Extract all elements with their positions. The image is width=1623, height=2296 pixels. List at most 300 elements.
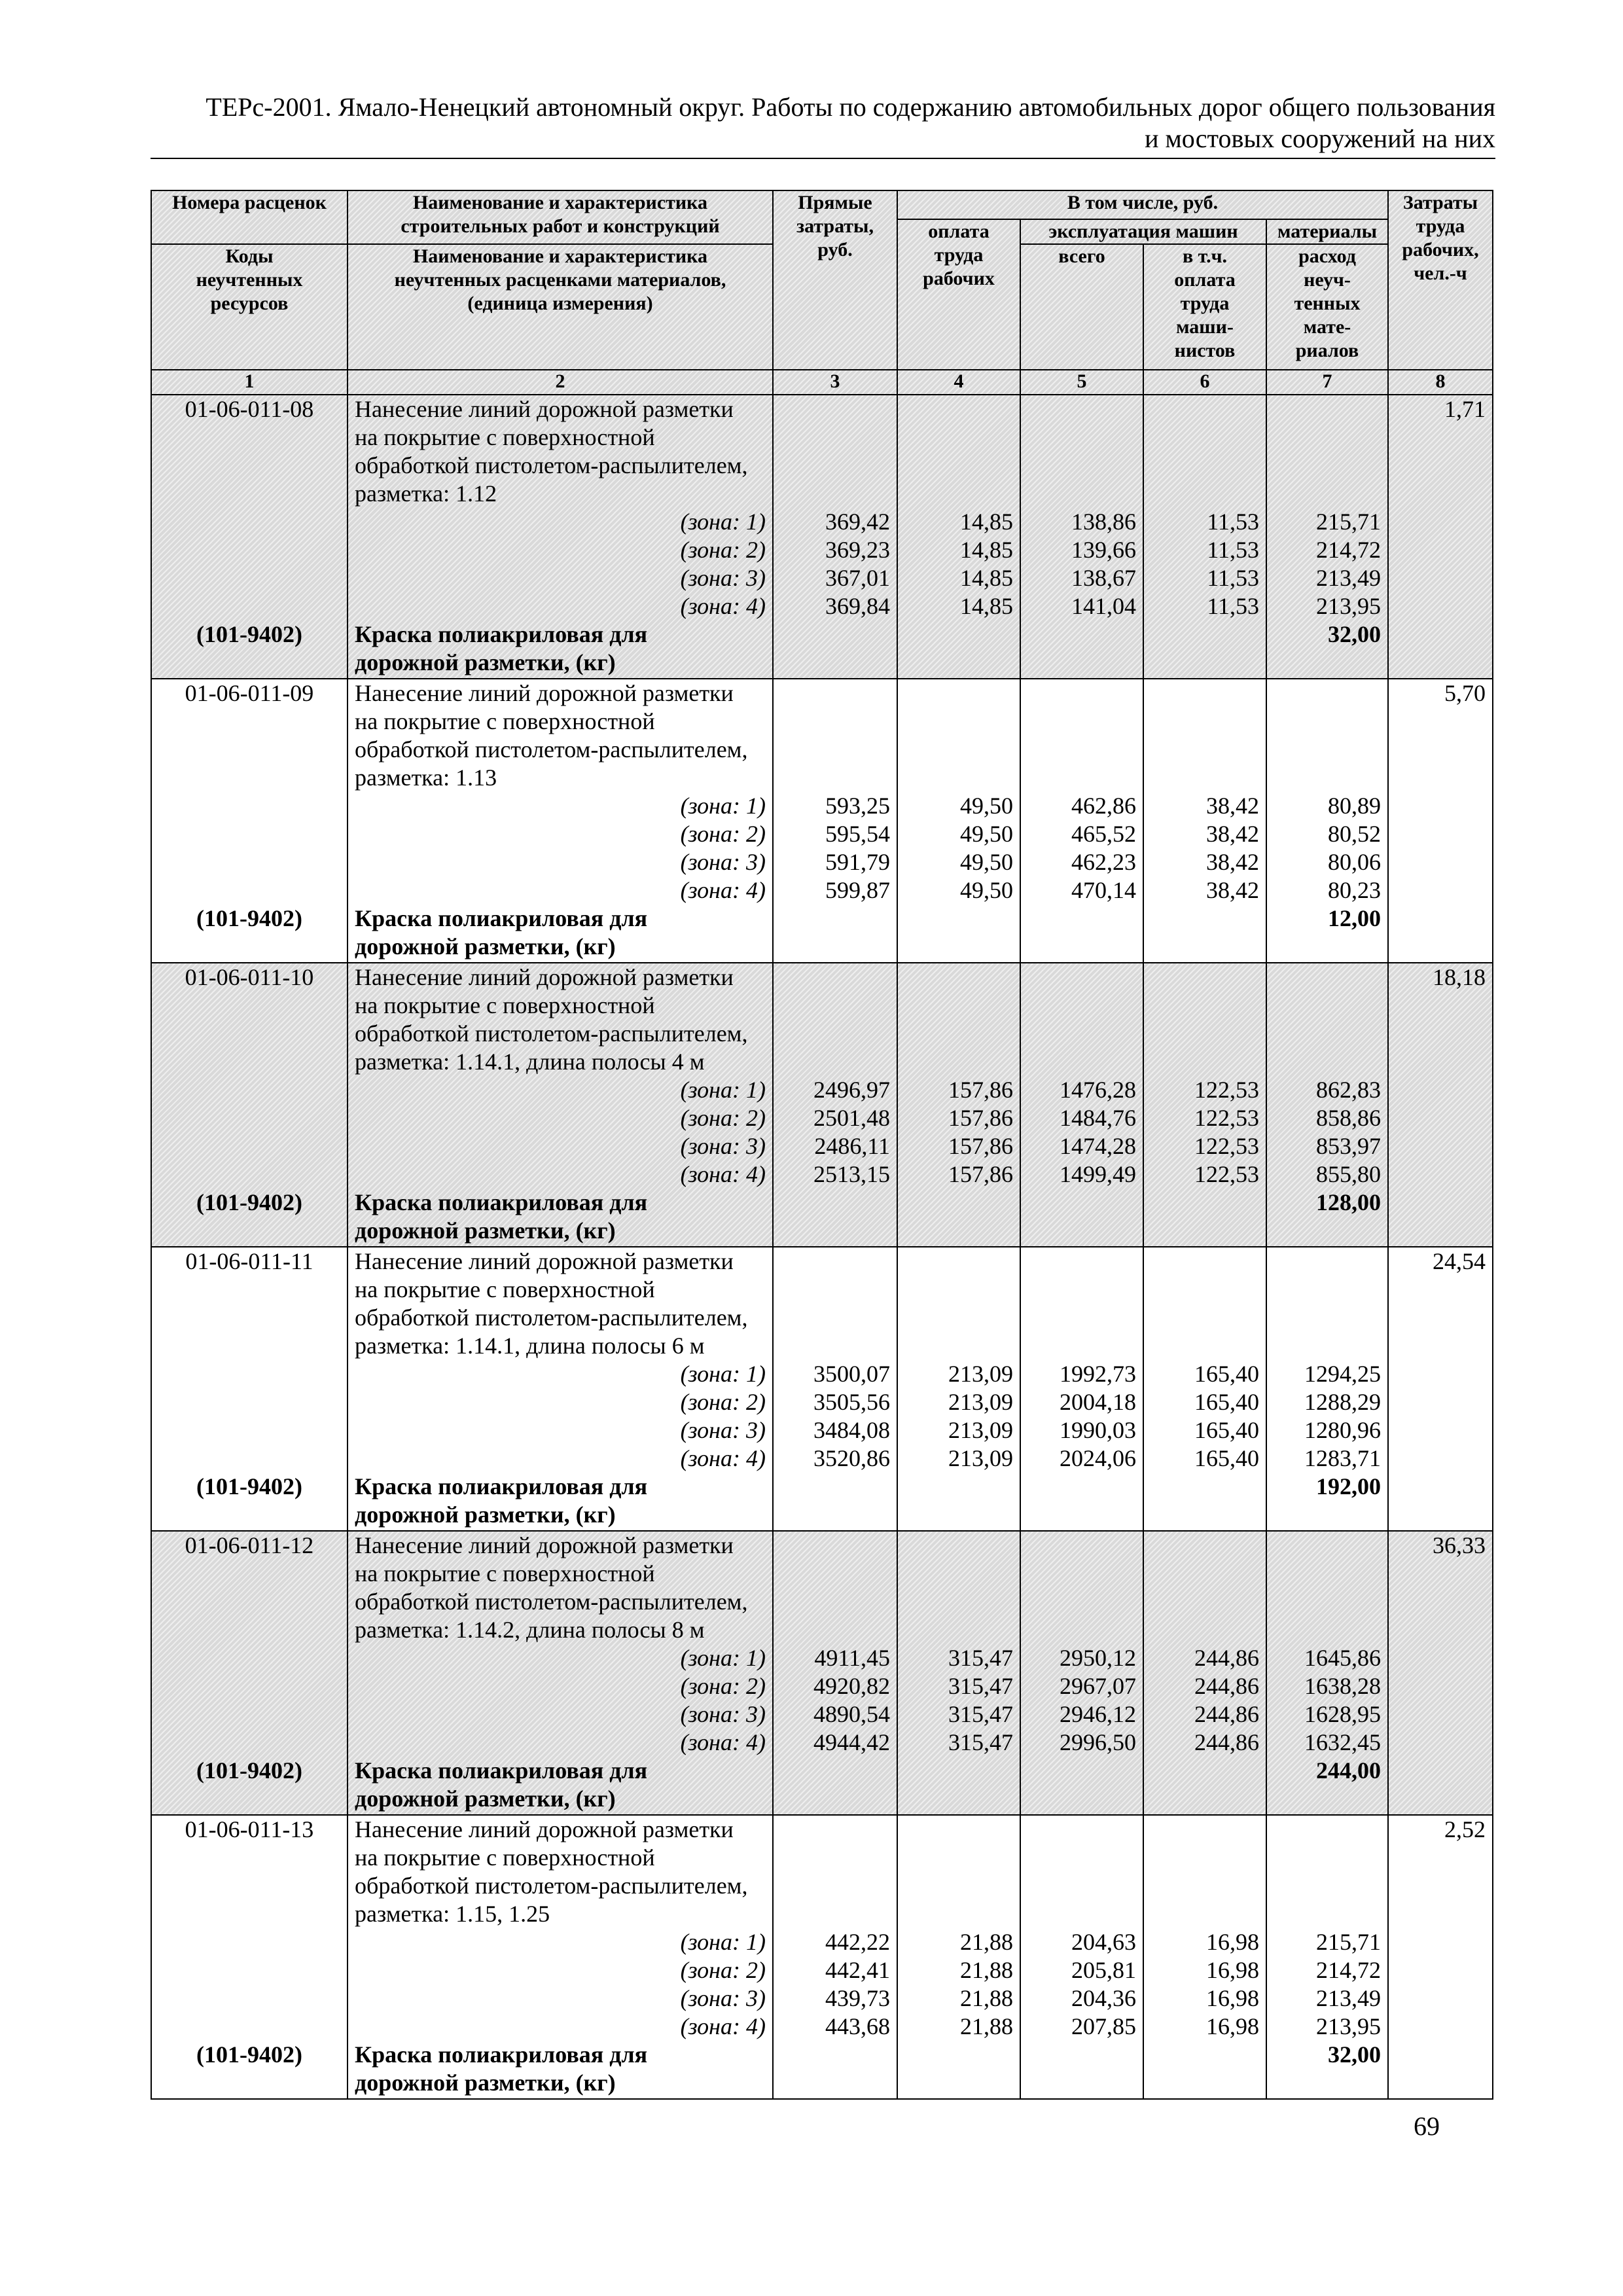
value-cell-wage	[897, 395, 1020, 679]
spacer	[1274, 1332, 1381, 1360]
spacer	[158, 508, 340, 536]
zone-value-direct: 591,79	[825, 849, 890, 875]
zone-value-operators: 16,98	[1206, 1957, 1259, 1983]
zone-value-operators: 11,53	[1207, 509, 1259, 535]
zone-label: (зона: 2)	[680, 537, 766, 563]
spacer	[1027, 736, 1136, 764]
spacer	[1274, 1048, 1381, 1076]
spacer	[1150, 1020, 1259, 1048]
spacer	[158, 792, 340, 820]
work-title-line: Нанесение линий дорожной разметки	[355, 964, 734, 990]
spacer	[904, 1020, 1013, 1048]
spacer	[1150, 1588, 1259, 1616]
price-code-cell	[151, 1531, 348, 1815]
work-title-line: обработкой пистолетом-распылителем,	[355, 736, 748, 762]
price-code-cell	[151, 395, 348, 679]
header-operators	[1143, 244, 1266, 370]
spacer	[904, 1332, 1013, 1360]
work-title-line: на покрытие с поверхностной	[355, 424, 655, 450]
spacer	[1150, 963, 1259, 992]
value-cell-operators	[1143, 1815, 1266, 2099]
zone-label: (зона: 4)	[680, 593, 766, 619]
table-body	[151, 395, 1493, 2099]
zone-value-materials: 213,95	[1316, 593, 1381, 619]
work-title-line: Нанесение линий дорожной разметки	[355, 1816, 734, 1842]
zone-value-materials: 80,89	[1328, 793, 1381, 819]
price-code: 01-06-011-09	[185, 680, 314, 706]
spacer	[158, 1048, 340, 1076]
spacer	[158, 1104, 340, 1132]
spacer	[1274, 1304, 1381, 1332]
zone-value-operators: 122,53	[1194, 1077, 1259, 1103]
spacer	[1150, 992, 1259, 1020]
column-number: 2	[348, 370, 773, 395]
zone-label: (зона: 3)	[680, 1985, 766, 2011]
spacer	[158, 452, 340, 480]
header-wages-text: оплата	[928, 221, 990, 242]
zone-value-machines: 462,86	[1071, 793, 1136, 819]
header-materials-text: материалы	[1277, 221, 1377, 242]
labor-cell	[1388, 963, 1493, 1247]
work-title-line: разметка: 1.14.2, длина полосы 8 м	[355, 1617, 705, 1643]
spacer	[780, 708, 890, 736]
spacer	[1274, 1872, 1381, 1900]
zone-value-materials: 1628,95	[1304, 1701, 1381, 1727]
header-wages-text: рабочих	[923, 268, 995, 289]
spacer	[1027, 1048, 1136, 1076]
value-cell-wage	[897, 679, 1020, 963]
zone-label: (зона: 3)	[680, 565, 766, 591]
zone-value-direct: 443,68	[825, 2013, 890, 2039]
spacer	[1274, 1844, 1381, 1872]
zone-label: (зона: 3)	[680, 1133, 766, 1159]
spacer	[1150, 423, 1259, 452]
zone-value-wage: 213,09	[948, 1389, 1013, 1415]
zone-value-materials: 214,72	[1316, 537, 1381, 563]
header-material-name-text: Наименование и характеристика	[412, 245, 708, 267]
spacer	[904, 1048, 1013, 1076]
price-code-cell	[151, 1247, 348, 1531]
spacer	[1027, 1332, 1136, 1360]
price-code-cell	[151, 679, 348, 963]
zone-value-wage: 315,47	[948, 1673, 1013, 1699]
value-cell-materials	[1266, 395, 1388, 679]
spacer	[1027, 1276, 1136, 1304]
header-work-name-text: Наименование и характеристика	[412, 192, 708, 213]
work-title-line: на покрытие с поверхностной	[355, 1276, 655, 1302]
spacer	[904, 480, 1013, 508]
spacer	[158, 876, 340, 905]
zone-value-direct: 2496,97	[813, 1077, 890, 1103]
spacer	[1150, 1247, 1259, 1276]
zone-value-wage: 49,50	[960, 877, 1013, 903]
header-direct-costs-text: руб.	[817, 239, 853, 260]
value-cell-operators	[1143, 679, 1266, 963]
zone-value-direct: 599,87	[825, 877, 890, 903]
spacer	[780, 1020, 890, 1048]
spacer	[904, 963, 1013, 992]
spacer	[780, 480, 890, 508]
spacer	[1274, 395, 1381, 423]
spacer	[158, 1304, 340, 1332]
zone-value-wage: 14,85	[960, 593, 1013, 619]
resource-name-line: Краска полиакриловая для	[355, 905, 648, 931]
spacer	[158, 1644, 340, 1672]
resource-name-line: дорожной разметки, (кг)	[355, 1217, 616, 1244]
zone-value-operators: 244,86	[1194, 1673, 1259, 1699]
value-cell-machines	[1020, 963, 1143, 1247]
header-operators-text: в т.ч.	[1182, 245, 1228, 267]
work-description-cell	[348, 1815, 773, 2099]
zone-value-direct: 595,54	[825, 821, 890, 847]
header-direct-costs-text: затраты,	[796, 215, 874, 237]
spacer	[1027, 708, 1136, 736]
spacer	[1027, 1304, 1136, 1332]
header-material-name-text: (единица измерения)	[467, 293, 653, 314]
resource-name-line: дорожной разметки, (кг)	[355, 1501, 616, 1528]
spacer	[904, 1247, 1013, 1276]
zone-label: (зона: 4)	[680, 1161, 766, 1187]
zone-value-direct: 442,22	[825, 1929, 890, 1955]
spacer	[158, 1984, 340, 2013]
spacer	[158, 1729, 340, 1757]
spacer	[158, 1276, 340, 1304]
work-description-cell	[348, 1531, 773, 1815]
header-direct-costs-text: Прямые	[798, 192, 872, 213]
value-cell-direct	[773, 1815, 897, 2099]
spacer	[780, 1276, 890, 1304]
zone-value-direct: 4944,42	[813, 1729, 890, 1755]
value-cell-direct	[773, 963, 897, 1247]
zone-value-wage: 21,88	[960, 1929, 1013, 1955]
zone-value-direct: 4920,82	[813, 1673, 890, 1699]
spacer	[1027, 1616, 1136, 1644]
rate-entry-row	[151, 1531, 1493, 1815]
header-labor-text: Затраты	[1402, 192, 1478, 213]
resource-quantity: 32,00	[1328, 2041, 1381, 2068]
running-header-line-2: и мостовых сооружений на них	[1145, 124, 1495, 153]
header-rule	[151, 158, 1495, 159]
header-materials-use-text: тенных	[1294, 293, 1361, 314]
zone-label: (зона: 1)	[680, 1929, 766, 1955]
value-cell-wage	[897, 1531, 1020, 1815]
zone-value-machines: 207,85	[1071, 2013, 1136, 2039]
zone-value-machines: 1992,73	[1060, 1361, 1136, 1387]
spacer	[780, 1844, 890, 1872]
spacer	[780, 992, 890, 1020]
spacer	[1150, 1304, 1259, 1332]
spacer	[158, 1416, 340, 1444]
work-description-cell	[348, 1247, 773, 1531]
zone-value-machines: 1990,03	[1060, 1417, 1136, 1443]
zone-value-wage: 14,85	[960, 565, 1013, 591]
resource-name-line: Краска полиакриловая для	[355, 2041, 648, 2068]
zone-value-operators: 122,53	[1194, 1133, 1259, 1159]
spacer	[1027, 1247, 1136, 1276]
spacer	[158, 1388, 340, 1416]
price-code: 01-06-011-13	[185, 1816, 314, 1842]
spacer	[158, 1076, 340, 1104]
zone-value-materials: 215,71	[1316, 1929, 1381, 1955]
spacer	[158, 764, 340, 792]
value-cell-materials	[1266, 1815, 1388, 2099]
spacer	[780, 1900, 890, 1928]
header-materials-use	[1266, 244, 1388, 370]
zone-value-machines: 1474,28	[1060, 1133, 1136, 1159]
spacer	[1027, 992, 1136, 1020]
spacer	[1027, 1900, 1136, 1928]
resource-name-line: Краска полиакриловая для	[355, 1189, 648, 1215]
work-title-line: Нанесение линий дорожной разметки	[355, 680, 734, 706]
spacer	[1027, 1020, 1136, 1048]
column-number: 3	[773, 370, 897, 395]
zone-value-materials: 1288,29	[1304, 1389, 1381, 1415]
spacer	[1027, 395, 1136, 423]
resource-code: (101-9402)	[196, 621, 302, 647]
zone-value-direct: 369,84	[825, 593, 890, 619]
value-cell-direct	[773, 1531, 897, 1815]
zone-value-direct: 3505,56	[813, 1389, 890, 1415]
work-title-line: на покрытие с поверхностной	[355, 1560, 655, 1587]
work-title-line: разметка: 1.15, 1.25	[355, 1901, 550, 1927]
price-code: 01-06-011-10	[185, 964, 314, 990]
zone-label: (зона: 3)	[680, 1417, 766, 1443]
zone-value-direct: 367,01	[825, 565, 890, 591]
header-operators-text: нистов	[1174, 340, 1236, 361]
resource-quantity: 128,00	[1316, 1189, 1381, 1215]
running-header	[151, 92, 1495, 154]
work-title-line: на покрытие с поверхностной	[355, 992, 655, 1018]
spacer	[780, 736, 890, 764]
zone-label: (зона: 1)	[680, 509, 766, 535]
zone-value-wage: 157,86	[948, 1161, 1013, 1187]
spacer	[780, 423, 890, 452]
spacer	[780, 1048, 890, 1076]
resource-quantity: 32,00	[1328, 621, 1381, 647]
spacer	[1150, 1276, 1259, 1304]
zone-value-materials: 213,95	[1316, 2013, 1381, 2039]
labor-value: 18,18	[1433, 964, 1486, 990]
work-title-line: разметка: 1.12	[355, 480, 497, 507]
spacer	[780, 1304, 890, 1332]
spacer	[904, 764, 1013, 792]
spacer	[158, 564, 340, 592]
spacer	[158, 736, 340, 764]
spacer	[1150, 1844, 1259, 1872]
zone-value-materials: 215,71	[1316, 509, 1381, 535]
zone-value-wage: 21,88	[960, 1985, 1013, 2011]
zone-value-operators: 165,40	[1194, 1361, 1259, 1387]
page-number: 69	[1414, 2111, 1440, 2141]
header-labor-text: труда	[1416, 215, 1465, 237]
header-materials-use-text: неуч-	[1304, 269, 1351, 291]
zone-value-wage: 49,50	[960, 849, 1013, 875]
value-cell-operators	[1143, 395, 1266, 679]
spacer	[904, 423, 1013, 452]
spacer	[1027, 1560, 1136, 1588]
zone-label: (зона: 2)	[680, 1105, 766, 1131]
zone-value-materials: 214,72	[1316, 1957, 1381, 1983]
spacer	[904, 1560, 1013, 1588]
zone-value-machines: 462,23	[1071, 849, 1136, 875]
zone-value-wage: 213,09	[948, 1417, 1013, 1443]
header-machines-total	[1020, 244, 1143, 370]
value-cell-machines	[1020, 1531, 1143, 1815]
header-resource-codes	[151, 244, 348, 370]
value-cell-materials	[1266, 1531, 1388, 1815]
labor-value: 1,71	[1444, 396, 1486, 422]
value-cell-machines	[1020, 395, 1143, 679]
spacer	[1027, 1588, 1136, 1616]
zone-value-wage: 14,85	[960, 509, 1013, 535]
zone-value-operators: 16,98	[1206, 1929, 1259, 1955]
spacer	[1027, 1532, 1136, 1560]
header-labor-text: чел.-ч	[1414, 262, 1467, 284]
spacer	[1274, 1560, 1381, 1588]
spacer	[904, 1532, 1013, 1560]
zone-value-machines: 138,86	[1071, 509, 1136, 535]
running-header-line-1: ТЕРс-2001. Ямало-Ненецкий автономный округ. Работы по содержанию автомобильных дорог общего пользования	[205, 92, 1495, 122]
spacer	[1274, 708, 1381, 736]
spacer	[1150, 679, 1259, 708]
resource-code: (101-9402)	[196, 905, 302, 931]
spacer	[1274, 736, 1381, 764]
spacer	[780, 764, 890, 792]
column-numbers-row	[151, 370, 1493, 395]
zone-value-wage: 49,50	[960, 821, 1013, 847]
zone-value-machines: 2950,12	[1060, 1645, 1136, 1671]
spacer	[158, 1956, 340, 1984]
spacer	[904, 1872, 1013, 1900]
header-resource-codes-text: ресурсов	[210, 293, 289, 314]
spacer	[1150, 1616, 1259, 1644]
zone-value-direct: 3520,86	[813, 1445, 890, 1471]
header-materials-use-text: риалов	[1295, 340, 1359, 361]
spacer	[904, 1304, 1013, 1332]
spacer	[158, 1132, 340, 1160]
header-machines-total-text: всего	[1058, 245, 1105, 267]
zone-value-materials: 80,52	[1328, 821, 1381, 847]
header-price-numbers	[151, 190, 348, 244]
zone-value-operators: 11,53	[1207, 593, 1259, 619]
zone-value-operators: 38,42	[1206, 821, 1259, 847]
resource-code: (101-9402)	[196, 1757, 302, 1784]
spacer	[158, 1560, 340, 1588]
value-cell-direct	[773, 395, 897, 679]
rate-entry-row	[151, 1247, 1493, 1531]
spacer	[780, 1616, 890, 1644]
value-cell-wage	[897, 1815, 1020, 2099]
rate-entry-row	[151, 1815, 1493, 2099]
resource-quantity: 12,00	[1328, 905, 1381, 931]
work-description-cell	[348, 395, 773, 679]
zone-label: (зона: 4)	[680, 1729, 766, 1755]
spacer	[158, 1588, 340, 1616]
spacer	[1027, 480, 1136, 508]
rate-entry-row	[151, 963, 1493, 1247]
zone-value-machines: 2996,50	[1060, 1729, 1136, 1755]
work-title-line: разметка: 1.13	[355, 764, 497, 791]
header-work-name-text: строительных работ и конструкций	[401, 215, 720, 237]
zone-value-direct: 442,41	[825, 1957, 890, 1983]
zone-label: (зона: 4)	[680, 2013, 766, 2039]
resource-code: (101-9402)	[196, 1473, 302, 1499]
zone-value-wage: 157,86	[948, 1133, 1013, 1159]
spacer	[904, 1276, 1013, 1304]
spacer	[1274, 1900, 1381, 1928]
table-header	[151, 190, 1493, 395]
zone-value-direct: 3484,08	[813, 1417, 890, 1443]
spacer	[1150, 1048, 1259, 1076]
spacer	[904, 1588, 1013, 1616]
spacer	[780, 1816, 890, 1844]
spacer	[158, 1360, 340, 1388]
header-row-1	[151, 190, 1493, 219]
zone-label: (зона: 4)	[680, 1445, 766, 1471]
header-materials-use-text: мате-	[1303, 316, 1351, 338]
spacer	[158, 848, 340, 876]
spacer	[1150, 1560, 1259, 1588]
value-cell-direct	[773, 679, 897, 963]
spacer	[904, 395, 1013, 423]
labor-cell	[1388, 1247, 1493, 1531]
zone-value-materials: 1280,96	[1304, 1417, 1381, 1443]
zone-value-machines: 141,04	[1071, 593, 1136, 619]
spacer	[904, 1816, 1013, 1844]
zone-label: (зона: 3)	[680, 1701, 766, 1727]
work-title-line: обработкой пистолетом-распылителем,	[355, 1588, 748, 1615]
spacer	[780, 1872, 890, 1900]
header-materials-use-text: расход	[1298, 245, 1356, 267]
zone-value-wage: 157,86	[948, 1105, 1013, 1131]
spacer	[904, 679, 1013, 708]
zone-value-materials: 80,23	[1328, 877, 1381, 903]
spacer	[1027, 1844, 1136, 1872]
zone-value-materials: 1638,28	[1304, 1673, 1381, 1699]
header-operators-text: маши-	[1176, 316, 1234, 338]
spacer	[1150, 1816, 1259, 1844]
work-title-line: обработкой пистолетом-распылителем,	[355, 1873, 748, 1899]
spacer	[158, 820, 340, 848]
spacer	[1027, 963, 1136, 992]
spacer	[158, 592, 340, 620]
zone-value-machines: 1484,76	[1060, 1105, 1136, 1131]
header-wages-text: труда	[934, 244, 984, 266]
spacer	[1274, 423, 1381, 452]
labor-cell	[1388, 679, 1493, 963]
work-title-line: на покрытие с поверхностной	[355, 1844, 655, 1871]
zone-value-wage: 21,88	[960, 2013, 1013, 2039]
value-cell-operators	[1143, 963, 1266, 1247]
spacer	[1150, 480, 1259, 508]
spacer	[1274, 452, 1381, 480]
labor-value: 2,52	[1444, 1816, 1486, 1842]
header-materials	[1266, 219, 1388, 244]
header-material-name	[348, 244, 773, 370]
header-resource-codes-text: Коды	[225, 245, 274, 267]
spacer	[1027, 764, 1136, 792]
labor-cell	[1388, 395, 1493, 679]
spacer	[158, 1672, 340, 1700]
zone-value-wage: 213,09	[948, 1445, 1013, 1471]
work-title-line: разметка: 1.14.1, длина полосы 6 м	[355, 1333, 705, 1359]
zone-value-wage: 49,50	[960, 793, 1013, 819]
value-cell-wage	[897, 1247, 1020, 1531]
price-code: 01-06-011-11	[185, 1248, 313, 1274]
spacer	[158, 708, 340, 736]
column-number: 1	[151, 370, 348, 395]
zone-label: (зона: 1)	[680, 1077, 766, 1103]
